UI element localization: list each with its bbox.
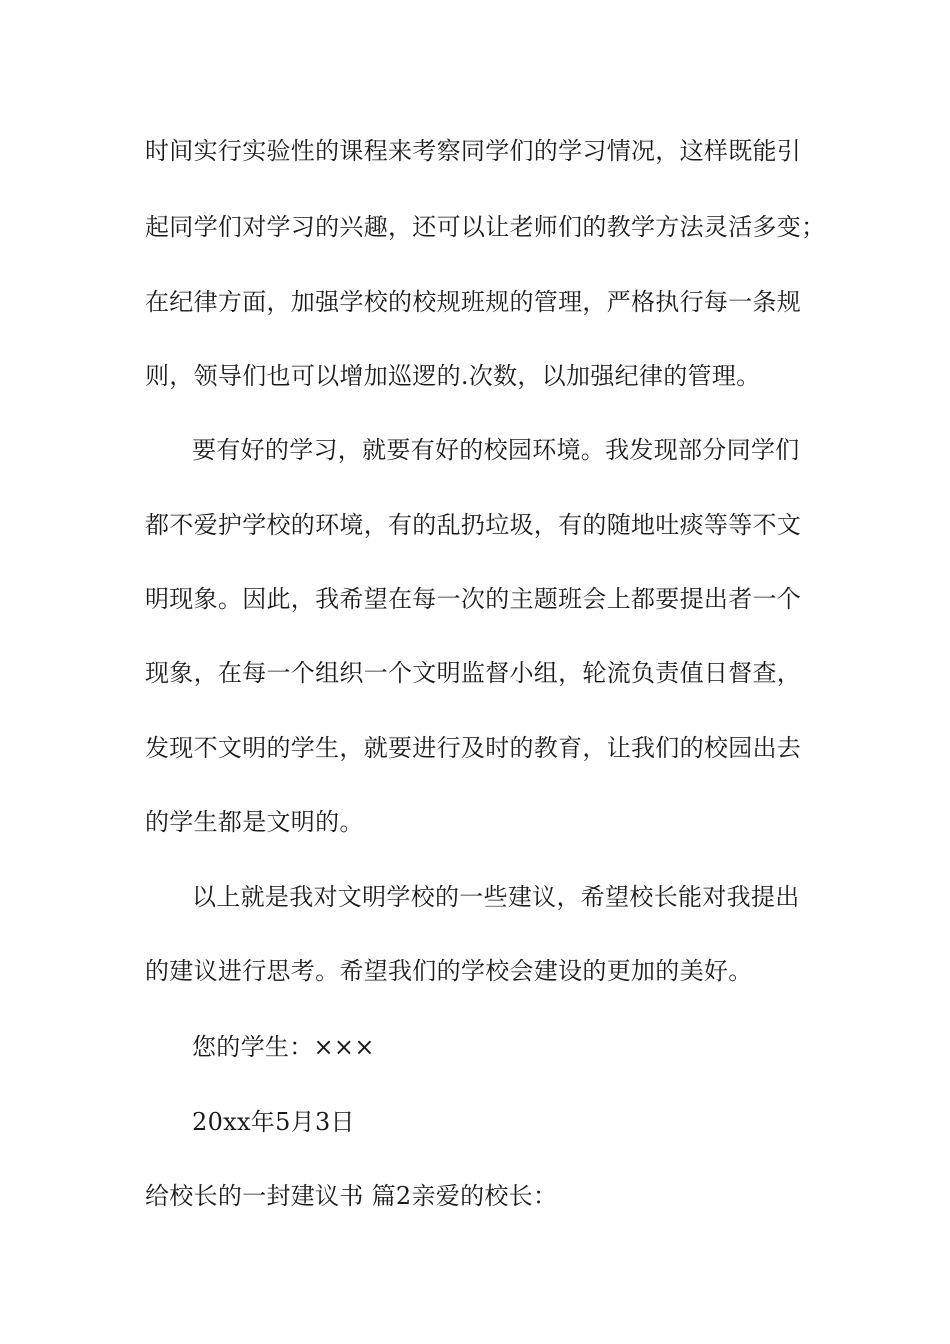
date-line: 20xx年5月3日	[192, 1108, 355, 1136]
paragraph-line: 在纪律方面，加强学校的校规班规的管理，严格执行每一条规	[145, 288, 802, 316]
paragraph-line: 发现不文明的学生，就要进行及时的教育，让我们的校园出去	[145, 734, 802, 762]
signature-line: 您的学生：×××	[192, 1033, 375, 1061]
paragraph-line: 起同学们对学习的兴趣，还可以让老师们的教学方法灵活多变；	[145, 213, 826, 241]
paragraph-line: 的学生都是文明的。	[145, 808, 364, 836]
section-heading-line: 给校长的一封建议书 篇2亲爱的校长：	[145, 1182, 558, 1210]
paragraph-line: 现象，在每一个组织一个文明监督小组，轮流负责值日督查，	[145, 659, 802, 687]
paragraph-line: 明现象。因此，我希望在每一次的主题班会上都要提出者一个	[145, 585, 802, 613]
paragraph-line: 的建议进行思考。希望我们的学校会建设的更加的美好。	[145, 957, 753, 985]
paragraph-line: 时间实行实验性的课程来考察同学们的学习情况，这样既能引	[145, 137, 802, 165]
paragraph-line: 以上就是我对文明学校的一些建议，希望校长能对我提出	[192, 883, 800, 911]
paragraph-line: 则，领导们也可以增加巡逻的.次数，以加强纪律的管理。	[145, 362, 761, 390]
paragraph-line: 要有好的学习，就要有好的校园环境。我发现部分同学们	[192, 436, 800, 464]
paragraph-line: 都不爱护学校的环境，有的乱扔垃圾，有的随地吐痰等等不文	[145, 511, 802, 539]
